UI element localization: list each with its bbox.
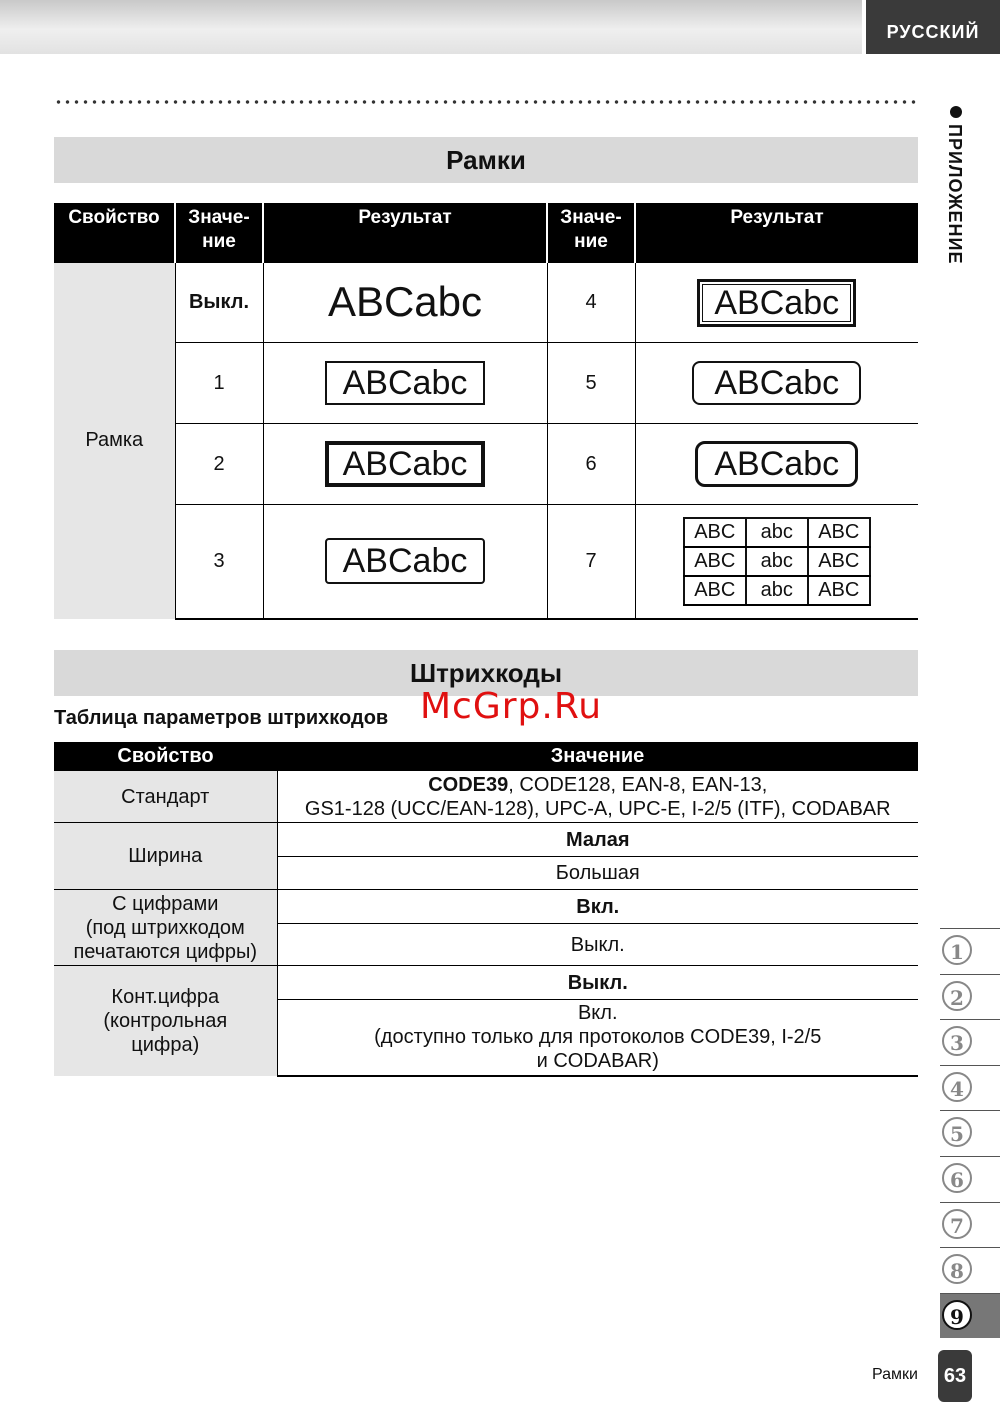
- table-row: [54, 771, 918, 823]
- chapter-tab-9[interactable]: [940, 1293, 1000, 1339]
- value-cell: 1: [175, 343, 263, 424]
- result-cell: [263, 424, 547, 505]
- value-cell: 2: [175, 424, 263, 505]
- property-cell: [54, 890, 277, 966]
- value-cell: Выкл.: [175, 263, 263, 343]
- column-header: Результат: [263, 203, 547, 263]
- chapter-tabs: [940, 928, 1000, 1338]
- grid-cell: ABC: [808, 576, 870, 605]
- result-cell: [635, 424, 918, 505]
- frame-sample-4: ABCabc: [697, 279, 856, 327]
- default-value: Малая: [565, 828, 630, 851]
- chapter-tab-2[interactable]: [940, 974, 1000, 1020]
- label-line: С цифрами: [112, 892, 219, 915]
- chapter-tab-4[interactable]: [940, 1065, 1000, 1111]
- chapter-number: 8: [942, 1254, 972, 1284]
- language-tab: РУССКИЙ: [866, 0, 1000, 54]
- side-section-title: ПРИЛОЖЕНИЕ: [945, 124, 965, 265]
- header-bar: [0, 0, 862, 54]
- column-header: Значение: [277, 742, 918, 771]
- table-row: [54, 966, 918, 1000]
- value-cell: Большая: [277, 857, 918, 890]
- value-cell: 4: [547, 263, 635, 343]
- chapter-number: 7: [942, 1209, 972, 1239]
- barcodes-section-title: Штрихкоды: [54, 650, 918, 696]
- frame-sample-5: ABCabc: [692, 361, 861, 405]
- chapter-tab-5[interactable]: [940, 1110, 1000, 1156]
- value-cell: 5: [547, 343, 635, 424]
- grid-cell: ABC: [808, 518, 870, 547]
- result-cell: [635, 505, 918, 619]
- value-text: и CODABAR): [536, 1050, 659, 1073]
- frames-table: [54, 203, 918, 620]
- column-header: Значе- ние: [547, 203, 635, 263]
- value-text: (доступно только для протоколов CODE39, I-2/5: [374, 1026, 822, 1049]
- frame-sample-3: ABCabc: [325, 538, 486, 584]
- value-text: Вкл.: [577, 1002, 618, 1025]
- frame-sample-6: ABCabc: [695, 441, 858, 487]
- chapter-tab-6[interactable]: [940, 1156, 1000, 1202]
- chapter-tab-7[interactable]: [940, 1202, 1000, 1248]
- chapter-number: 5: [942, 1117, 972, 1147]
- dotted-divider: [54, 99, 918, 105]
- value-cell: [277, 771, 918, 823]
- table-header-row: [54, 742, 918, 771]
- grid-cell: ABC: [684, 547, 746, 576]
- result-cell: [635, 343, 918, 424]
- property-cell: [54, 966, 277, 1076]
- label-line: Конт.цифра: [111, 985, 220, 1008]
- frame-sample-1: ABCabc: [325, 361, 486, 405]
- result-cell: [263, 343, 547, 424]
- grid-cell: abc: [746, 518, 808, 547]
- result-cell: [635, 263, 918, 343]
- value-cell: Выкл.: [277, 924, 918, 966]
- label-line: печатаются цифры): [73, 940, 258, 963]
- result-cell: [263, 263, 547, 343]
- table-row: [54, 263, 918, 343]
- table-row: [54, 505, 918, 619]
- chapter-number: 2: [942, 981, 972, 1011]
- watermark: McGrp.Ru: [420, 686, 603, 727]
- chapter-number: 9: [942, 1300, 972, 1330]
- barcodes-table-title: Таблица параметров штрихкодов: [54, 707, 389, 729]
- barcodes-table: [54, 742, 918, 1077]
- table-row: [54, 890, 918, 924]
- frame-sample-2: ABCabc: [325, 441, 486, 487]
- chapter-number: 4: [942, 1072, 972, 1102]
- chapter-number: 3: [942, 1026, 972, 1056]
- chapter-tab-8[interactable]: [940, 1247, 1000, 1293]
- value-text: , CODE128, EAN-8, EAN-13,: [508, 773, 768, 796]
- value-cell: [277, 966, 918, 1000]
- page-number: 63: [938, 1350, 972, 1402]
- property-cell: Стандарт: [54, 771, 277, 823]
- frame-sample-7-grid: [683, 517, 871, 606]
- value-cell: 3: [175, 505, 263, 619]
- property-cell: Ширина: [54, 823, 277, 890]
- chapter-number: 1: [942, 935, 972, 965]
- grid-cell: abc: [746, 547, 808, 576]
- grid-cell: ABC: [684, 576, 746, 605]
- label-line: (под штрихкодом: [85, 916, 245, 939]
- footer-section-label: Рамки: [872, 1366, 918, 1383]
- default-value: CODE39: [428, 773, 509, 796]
- bullet-icon: [950, 106, 962, 118]
- column-header: Значе- ние: [175, 203, 263, 263]
- table-row: [54, 343, 918, 424]
- column-header: Результат: [635, 203, 918, 263]
- grid-cell: abc: [746, 576, 808, 605]
- chapter-tab-1[interactable]: [940, 928, 1000, 974]
- frames-section-title: Рамки: [54, 137, 918, 183]
- default-value: Выкл.: [567, 971, 628, 994]
- grid-cell: ABC: [808, 547, 870, 576]
- table-row: [54, 424, 918, 505]
- table-header-row: [54, 203, 918, 263]
- property-cell: Рамка: [54, 263, 175, 619]
- label-line: (контрольная: [103, 1009, 228, 1032]
- value-text: GS1-128 (UCC/EAN-128), UPC-A, UPC-E, I-2/5 (ITF), CODABAR: [304, 797, 891, 820]
- value-cell: 6: [547, 424, 635, 505]
- value-cell: [277, 1000, 918, 1076]
- value-cell: [277, 890, 918, 924]
- table-row: [54, 823, 918, 857]
- chapter-number: 6: [942, 1163, 972, 1193]
- column-header: Свойство: [54, 742, 277, 771]
- column-header: Свойство: [54, 203, 175, 263]
- grid-cell: ABC: [684, 518, 746, 547]
- result-cell: [263, 505, 547, 619]
- label-line: цифра): [131, 1033, 200, 1056]
- value-cell: 7: [547, 505, 635, 619]
- value-cell: [277, 823, 918, 857]
- default-value: Вкл.: [576, 895, 620, 918]
- frame-sample-off: ABCabc: [327, 278, 483, 325]
- chapter-tab-3[interactable]: [940, 1019, 1000, 1065]
